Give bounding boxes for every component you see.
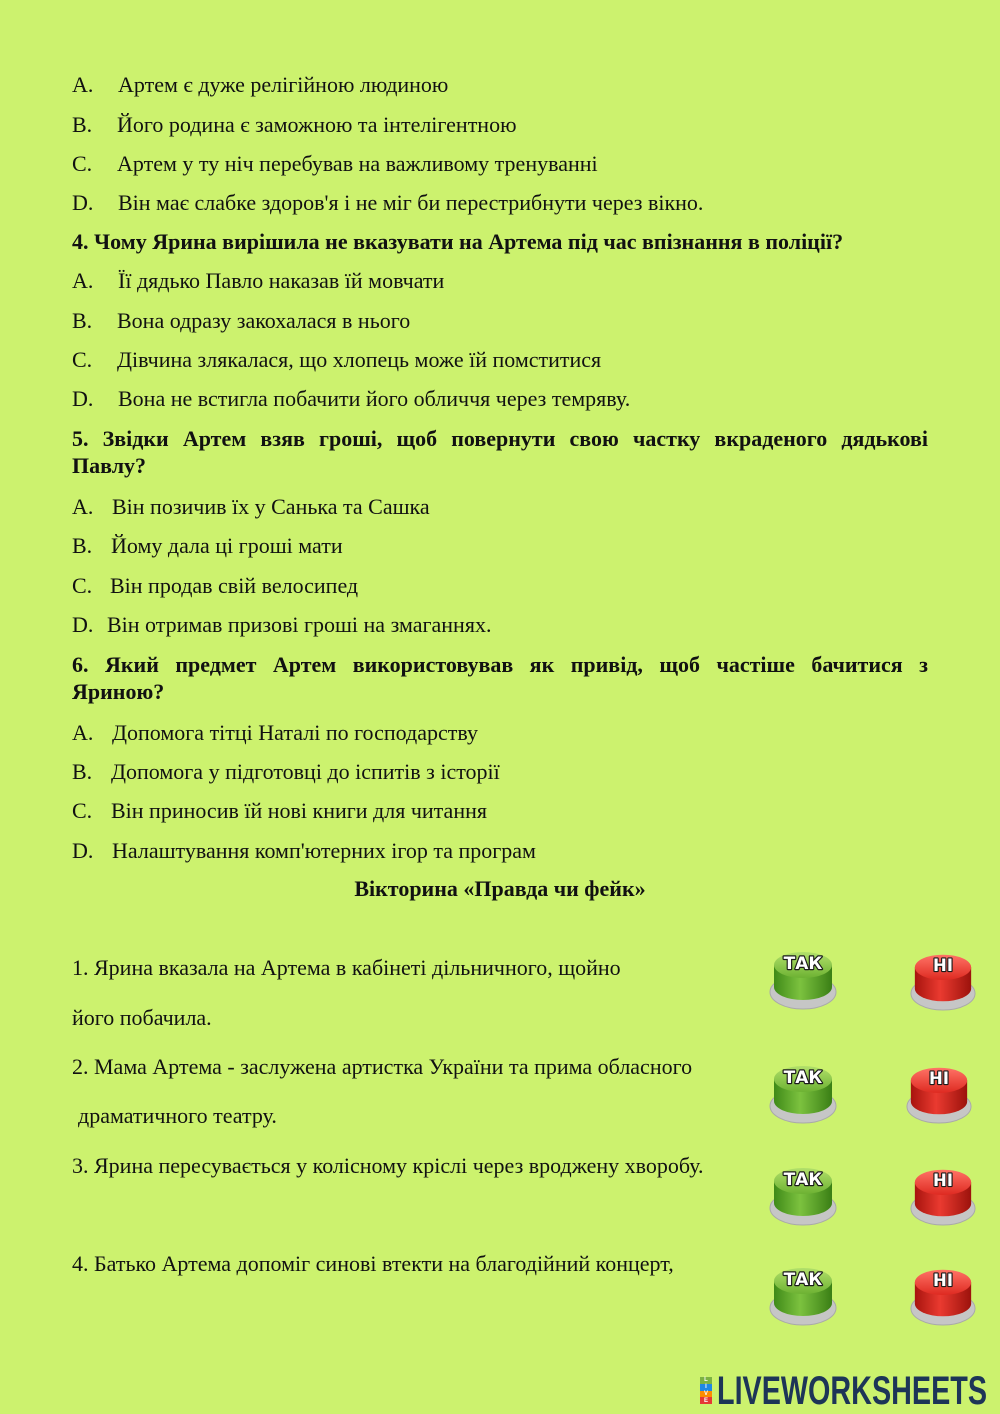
option-a: [72, 71, 922, 99]
true-button-3[interactable]: [769, 1157, 837, 1227]
option-b: [72, 532, 922, 560]
question-6-line-2: Яриною?: [72, 679, 165, 704]
option-letter: D.: [72, 612, 94, 637]
option-letter: B.: [72, 759, 93, 784]
false-button-2[interactable]: [906, 1057, 972, 1125]
false-button-1[interactable]: [910, 944, 976, 1012]
false-button-label: НІ: [933, 956, 953, 976]
option-text: Вона не встигла побачити його обличчя через темряву.: [118, 386, 631, 411]
logo-icon-tile: I: [700, 1384, 712, 1391]
question-5-line-2: Павлу?: [72, 453, 147, 478]
option-letter: A.: [72, 494, 94, 519]
option-letter: A.: [72, 72, 94, 97]
option-text: Допомога у підготовці до іспитів з історії: [111, 759, 500, 784]
option-d: [72, 189, 922, 217]
option-text: Він приносив їй нові книги для читання: [111, 798, 487, 823]
quiz-title: Вікторина «Правда чи фейк»: [354, 876, 646, 901]
option-letter: C.: [72, 798, 93, 823]
statement-1-line-2: його побачила.: [72, 1005, 212, 1030]
option-text: Дівчина злякалася, що хлопець може їй помститися: [117, 347, 602, 372]
true-button-2[interactable]: [769, 1055, 837, 1125]
option-text: Вона одразу закохалася в нього: [117, 308, 411, 333]
option-text: Її дядько Павло наказав їй мовчати: [118, 268, 445, 293]
option-c: [72, 572, 922, 600]
statement-3: 3. Ярина пересувається у колісному кріслі через вроджену хворобу.: [72, 1153, 704, 1178]
option-letter: C.: [72, 573, 93, 598]
option-text: Він отримав призові гроші на змаганнях.: [107, 612, 492, 637]
statement-1-line-1: 1. Ярина вказала на Артема в кабінеті дільничного, щойно: [72, 955, 621, 980]
option-letter: B.: [72, 308, 93, 333]
question-6-line-1: 6. Який предмет Артем використовував як привід, щоб частіше бачитися з: [72, 652, 928, 677]
true-button-graphic: [769, 1055, 837, 1125]
statement-2-line-1: 2. Мама Артема - заслужена артистка України та прима обласного: [72, 1054, 693, 1079]
true-button-label: ТАК: [783, 1270, 823, 1290]
statement-2-line-2: драматичного театру.: [78, 1103, 277, 1128]
option-b: [72, 758, 922, 786]
liveworksheets-logo: [716, 1373, 989, 1407]
option-d: [72, 837, 922, 865]
option-text: Артем у ту ніч перебував на важливому тренуванні: [117, 151, 598, 176]
option-text: Його родина є заможною та інтелігентною: [117, 112, 517, 137]
true-button-graphic: [769, 1157, 837, 1227]
true-button-1[interactable]: [769, 941, 837, 1011]
false-button-label: НІ: [933, 1271, 953, 1291]
logo-icon-tile: V: [700, 1391, 712, 1398]
false-button-3[interactable]: [910, 1159, 976, 1227]
option-text: Він продав свій велосипед: [110, 573, 359, 598]
false-button-graphic: [910, 1259, 976, 1327]
option-d: [72, 385, 922, 413]
option-text: Артем є дуже релігійною людиною: [118, 72, 449, 97]
logo-icon-tile: L: [700, 1377, 712, 1384]
option-b: [72, 111, 922, 139]
logo-text: LIVEWORKSHEETS: [717, 1373, 987, 1407]
option-text: Налаштування комп'ютерних ігор та програм: [112, 838, 536, 863]
option-c: [72, 150, 922, 178]
true-button-graphic: [769, 941, 837, 1011]
option-letter: A.: [72, 720, 94, 745]
question-4: 4. Чому Ярина вирішила не вказувати на Артема під час впізнання в поліції?: [72, 229, 844, 254]
option-a: [72, 493, 922, 521]
question-5-line-1: 5. Звідки Артем взяв гроші, щоб повернути свою частку вкраденого дядькові: [72, 426, 928, 451]
option-c: [72, 346, 922, 374]
option-a: [72, 719, 922, 747]
option-letter: B.: [72, 533, 93, 558]
option-c: [72, 797, 922, 825]
true-button-label: ТАК: [783, 1068, 823, 1088]
true-button-4[interactable]: [769, 1257, 837, 1327]
option-text: Він позичив їх у Санька та Сашка: [112, 494, 430, 519]
option-b: [72, 307, 922, 335]
logo-icon-tile: E: [700, 1397, 712, 1404]
statement-4: 4. Батько Артема допоміг синові втекти на благодійний концерт,: [72, 1251, 674, 1276]
option-letter: B.: [72, 112, 93, 137]
option-text: Допомога тітці Наталі по господарству: [112, 720, 478, 745]
false-button-4[interactable]: [910, 1259, 976, 1327]
option-letter: D.: [72, 190, 94, 215]
true-button-label: ТАК: [783, 1170, 823, 1190]
option-letter: D.: [72, 838, 94, 863]
true-button-label: ТАК: [783, 954, 823, 974]
false-button-label: НІ: [933, 1171, 953, 1191]
false-button-label: НІ: [929, 1069, 949, 1089]
option-text: Йому дала ці гроші мати: [111, 533, 343, 558]
true-button-graphic: [769, 1257, 837, 1327]
false-button-graphic: [906, 1057, 972, 1125]
liveworksheets-logo-icon: [700, 1377, 712, 1404]
option-letter: C.: [72, 347, 93, 372]
option-a: [72, 267, 922, 295]
option-text: Він має слабке здоров'я і не міг би перестрибнути через вікно.: [118, 190, 704, 215]
false-button-graphic: [910, 944, 976, 1012]
option-letter: D.: [72, 386, 94, 411]
option-letter: A.: [72, 268, 94, 293]
false-button-graphic: [910, 1159, 976, 1227]
option-letter: C.: [72, 151, 93, 176]
option-d: [72, 611, 922, 639]
